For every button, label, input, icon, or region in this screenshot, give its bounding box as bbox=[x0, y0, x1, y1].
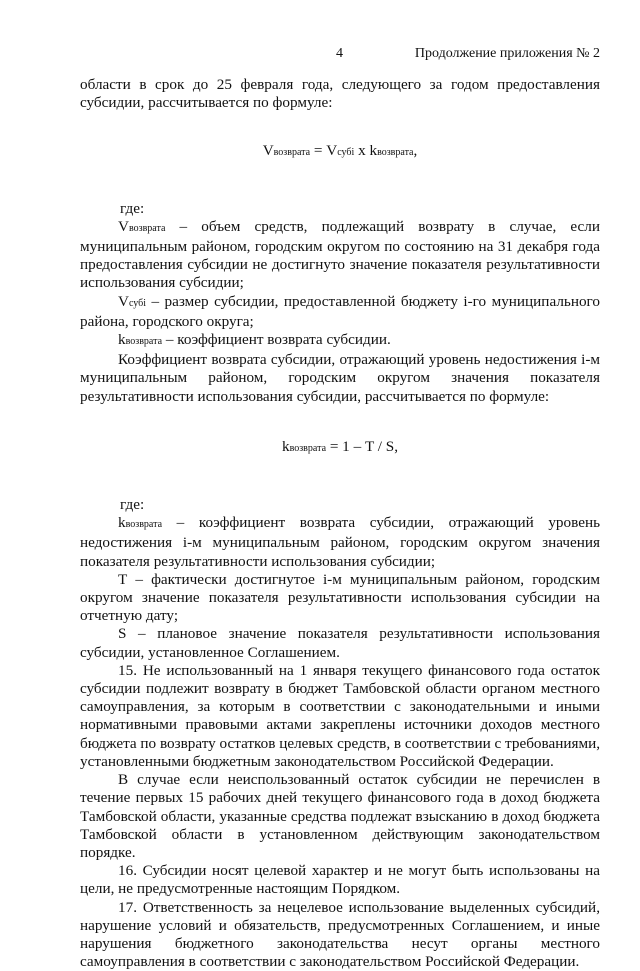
formula-refund-volume: Vвозврата = Vсубi x kвозврата, bbox=[262, 142, 418, 160]
definition-k-refund: kвозврата – коэффициент возврата субсидии. bbox=[118, 331, 391, 349]
definition-s: S – плановое значение показателя результативности использования субсидии, установленное Соглашением. bbox=[80, 625, 600, 661]
definition-k-coefficient: kвозврата – коэффициент возврата субсидии, отражающий уровень недостижения i-м муниципальным районом, городским округом значения показателя результативности использования субсидии; bbox=[80, 514, 600, 570]
document-page bbox=[80, 0, 601, 971]
paragraph-17: 17. Ответственность за нецелевое использование выделенных субсидий, нарушение условий и обязательств, предусмотренных Соглашением, и иные нарушения бюджетного законодательства несут органы местного самоуправления в соответствии с законодательством Российской Федерации. bbox=[80, 898, 600, 971]
paragraph-coefficient: Коэффициент возврата субсидии, отражающий уровень недостижения i-м муниципальным районом, городским округом значения показателя результативности использования субсидии, рассчитывается по формуле: bbox=[80, 351, 600, 405]
where-label: где: bbox=[120, 199, 145, 217]
definition-v-subsidy: Vсубi – размер субсидии, предоставленной бюджету i-го муниципального района, городского округа; bbox=[80, 292, 600, 330]
paragraph-intro: области в срок до 25 февраля года, следующего за годом предоставления субсидии, рассчитывается по формуле: bbox=[80, 76, 600, 112]
where-label-2: где: bbox=[120, 496, 145, 514]
formula-coefficient: kвозврата = 1 – T / S, bbox=[281, 437, 399, 455]
paragraph-16: 16. Субсидии носят целевой характер и не могут быть использованы на цели, не предусмотренные настоящим Порядком. bbox=[80, 862, 600, 898]
document-body bbox=[80, 76, 600, 971]
page-number: 4 bbox=[336, 46, 343, 61]
definition-t: Т – фактически достигнутое i-м муниципальным районом, городским округом значение показателя результативности использования субсидии на отчетную дату; bbox=[80, 570, 600, 625]
paragraph-15: 15. Не использованный на 1 января текущего финансового года остаток субсидии подлежит возврату в бюджет Тамбовской области органом местного самоуправления, за которым в соответствии с законодательными и иными нормативными правовыми актами закреплены источники доходов местного бюджета по возврату остатков целевых средств, в соответствии с требованиями, установленными бюджетным законодательством Российской Федерации. bbox=[80, 661, 601, 770]
paragraph-15-continued: В случае если неиспользованный остаток субсидии не перечислен в течение первых 15 рабочих дней текущего финансового года в доход бюджета Тамбовской области, указанные средства подлежат взысканию в доход бюджета Тамбовской области в установленном действующим законодательством порядке. bbox=[80, 771, 600, 861]
appendix-continuation: Продолжение приложения № 2 bbox=[414, 46, 600, 61]
definition-v-refund: Vвозврата – объем средств, подлежащий возврату в случае, если муниципальным районом, городским округом по состоянию на 31 декабря года предоставления субсидии не достигнуто значение показателя результативности использования субсидии; bbox=[80, 217, 600, 292]
